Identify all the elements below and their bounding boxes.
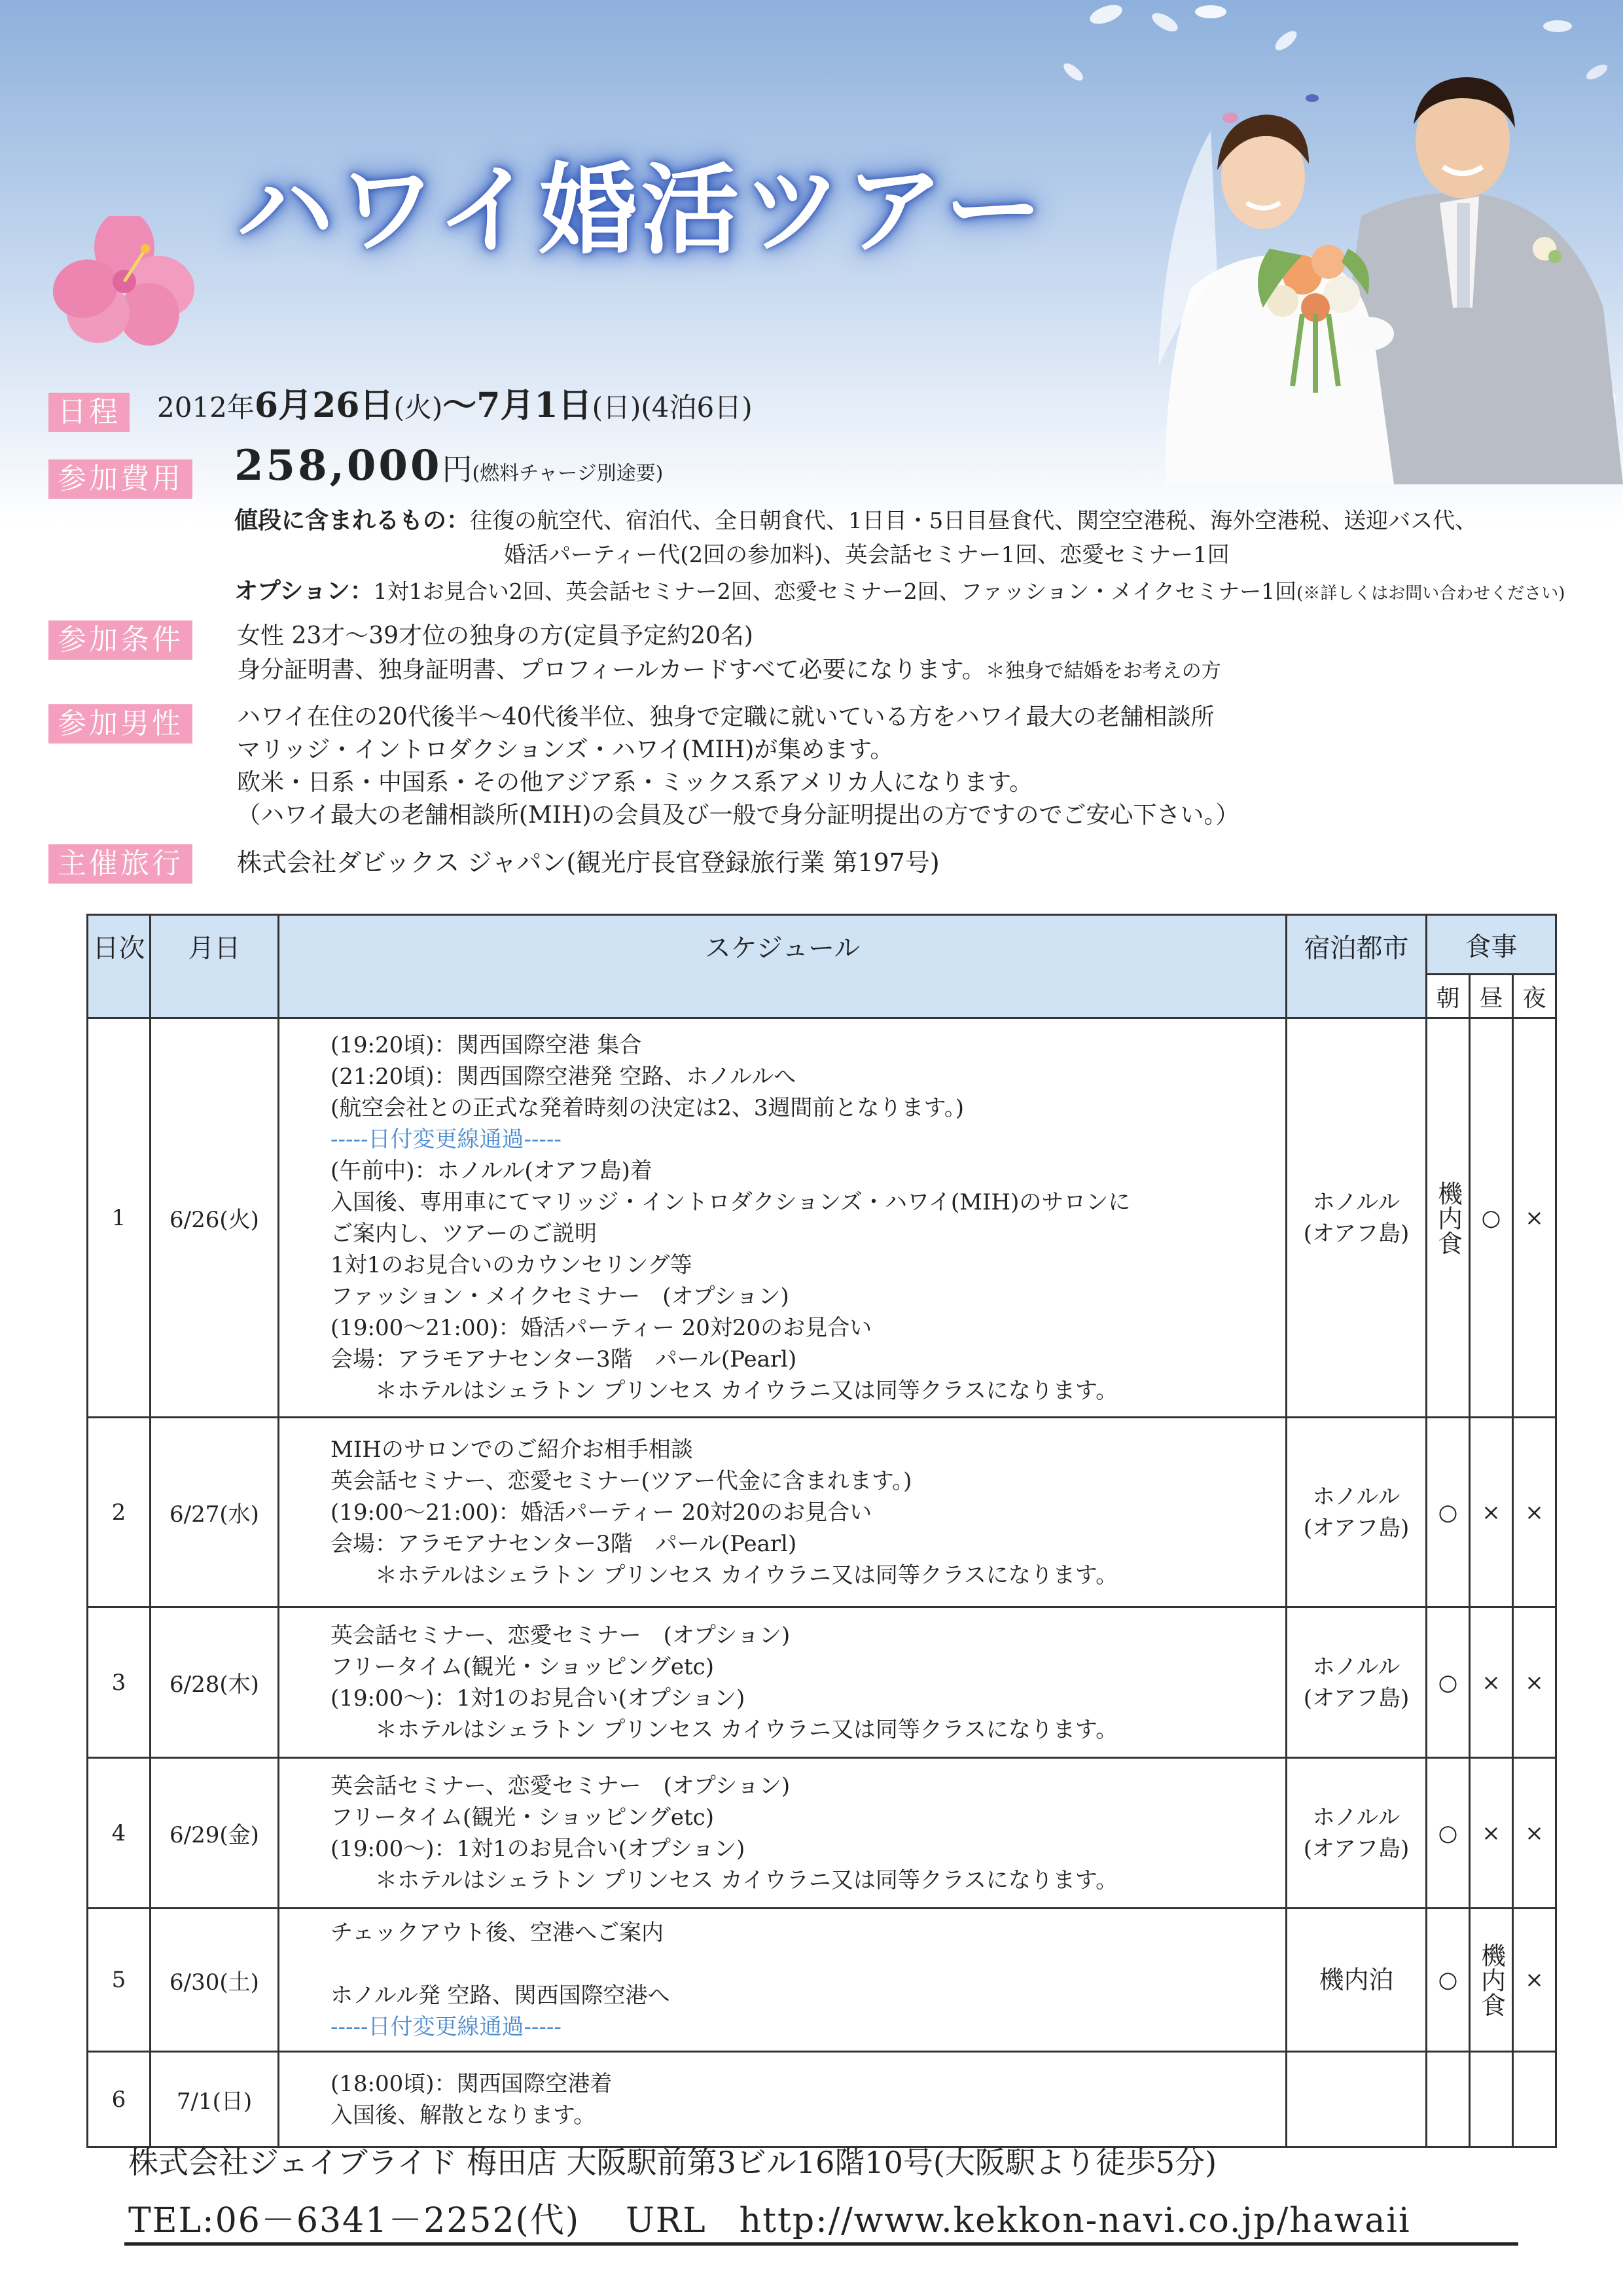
schedule-line: ご案内し、ツアーのご説明 <box>330 1220 597 1247</box>
table-row <box>88 1018 1556 1418</box>
schedule-line: ＊ホテルはシェラトン プリンセス カイウラニ又は同等クラスになります。 <box>330 1562 1118 1588</box>
schedule-line: ＊ホテルはシェラトン プリンセス カイウラニ又は同等クラスになります。 <box>330 1716 1118 1743</box>
table-row <box>88 1909 1556 2052</box>
meal-lunch: × <box>1470 1758 1513 1909</box>
conditions-line-2 <box>237 653 1221 687</box>
schedule-line: 英会話セミナー、恋愛セミナー (オプション) <box>330 1622 791 1649</box>
schedule-line: (19:20頃)：関西国際空港 集合 <box>330 1031 642 1058</box>
row-city <box>1287 1018 1427 1418</box>
option-note: (※詳しくはお問い合わせください) <box>1296 584 1565 603</box>
row-schedule <box>279 2052 1287 2147</box>
included-text-2: 婚活パーティー代(2回の参加料)、英会話セミナー1回、恋愛セミナー1回 <box>504 542 1230 568</box>
table-row <box>88 1607 1556 1758</box>
schedule-line: (午前中)：ホノルル(オアフ島)着 <box>330 1157 652 1184</box>
schedule-line: (19:00～)：1対1のお見合い(オプション) <box>330 1685 745 1712</box>
row-city <box>1287 1607 1427 1758</box>
table-row <box>88 1418 1556 1607</box>
header-day: 日次 <box>88 915 151 1018</box>
schedule-line: フリータイム(観光・ショッピングetc) <box>330 1653 714 1680</box>
meal-lunch: 機内食 <box>1470 1909 1513 2052</box>
row-date: 6/27(水) <box>151 1418 279 1607</box>
men-line-4: （ハワイ最大の老舗相談所(MIH)の会員及び一般で身分証明提出の方ですのでご安心下さい。） <box>237 802 1240 829</box>
meal-lunch <box>1470 2052 1513 2147</box>
city-island: (オアフ島) <box>1303 1835 1410 1862</box>
included-text-1: 往復の航空代、宿泊代、全日朝食代、1日目・5日目昼食代、関空空港税、海外空港税、送迎バス代、 <box>470 508 1478 534</box>
schedule-line: フリータイム(観光・ショッピングetc) <box>330 1804 714 1831</box>
label-men: 参加男性 <box>48 704 192 744</box>
footer-url-label: URL <box>626 2201 707 2240</box>
schedule-line: (21:20頃)：関西国際空港発 空路、ホノルルへ <box>330 1063 796 1090</box>
schedule-line: (19:00～21:00)：婚活パーティー 20対20のお見合い <box>330 1314 872 1341</box>
row-schedule <box>279 1909 1287 2052</box>
header-lunch: 昼 <box>1470 975 1513 1018</box>
schedule-line: (19:00～21:00)：婚活パーティー 20対20のお見合い <box>330 1499 872 1526</box>
option-text: 1対1お見合い2回、英会話セミナー2回、恋愛セミナー2回、ファッション・メイクセミナー1回 <box>373 579 1297 604</box>
schedule-line: 会場：アラモアナセンター3階 パール(Pearl) <box>330 1530 797 1557</box>
table-header-row <box>88 915 1556 975</box>
city-name: ホノルル <box>1312 1483 1400 1510</box>
header-schedule: スケジュール <box>279 915 1287 1018</box>
meal-dinner: × <box>1513 1018 1556 1418</box>
schedule-line: 入国後、解散となります。 <box>330 2102 596 2128</box>
row-schedule <box>279 1018 1287 1418</box>
header-meals: 食事 <box>1427 915 1556 975</box>
hibiscus-icon <box>39 216 209 347</box>
city-name: ホノルル <box>1312 1804 1400 1831</box>
row-city <box>1287 2052 1427 2147</box>
schedule-line: 1対1のお見合いのカウンセリング等 <box>330 1251 692 1278</box>
row-date: 6/26(火) <box>151 1018 279 1418</box>
city-island: (オアフ島) <box>1303 1220 1410 1247</box>
organizer-text: 株式会社ダビックス ジャパン(観光庁長官登録旅行業 第197号) <box>237 848 940 877</box>
date-tilde: ～ <box>442 386 477 425</box>
label-schedule: 日程 <box>48 393 130 432</box>
city-name: ホノルル <box>1312 1189 1400 1215</box>
table-row <box>88 1758 1556 1909</box>
schedule-line: ＊ホテルはシェラトン プリンセス カイウラニ又は同等クラスになります。 <box>330 1867 1118 1893</box>
city-island: (オアフ島) <box>1303 1515 1410 1541</box>
meal-breakfast: ○ <box>1427 1607 1470 1758</box>
schedule-line: ＊ホテルはシェラトン プリンセス カイウラニ又は同等クラスになります。 <box>330 1377 1118 1404</box>
label-conditions: 参加条件 <box>48 620 192 660</box>
date-duration: (4泊6日) <box>641 391 753 423</box>
meal-dinner: × <box>1513 1909 1556 2052</box>
city-island: (オアフ島) <box>1303 1685 1410 1712</box>
footer-tel: TEL:06－6341－2252(代) <box>128 2201 580 2240</box>
row-city <box>1287 1758 1427 1909</box>
row-day: 4 <box>88 1758 151 1909</box>
schedule-line: (18:00頃)：関西国際空港着 <box>330 2070 613 2097</box>
row-day: 3 <box>88 1607 151 1758</box>
schedule-line: ファッション・メイクセミナー (オプション) <box>330 1283 789 1310</box>
meal-breakfast <box>1427 2052 1470 2147</box>
footer-contact <box>128 2193 1411 2242</box>
meal-lunch: × <box>1470 1607 1513 1758</box>
city-name: ホノルル <box>1312 1653 1400 1680</box>
row-date: 6/29(金) <box>151 1758 279 1909</box>
row-schedule <box>279 1758 1287 1909</box>
date-end-dow: (日) <box>592 391 641 423</box>
schedule-table <box>86 914 1557 2148</box>
footer-divider <box>124 2242 1518 2246</box>
date-year: 2012年 <box>157 391 255 423</box>
schedule-line: MIHのサロンでのご紹介お相手相談 <box>330 1436 693 1463</box>
meal-breakfast: 機内食 <box>1427 1018 1470 1418</box>
date-end: 7月1日 <box>476 386 592 425</box>
row-date: 6/30(土) <box>151 1909 279 2052</box>
row-day: 5 <box>88 1909 151 2052</box>
schedule-line: ホノルル発 空路、関西国際空港へ <box>330 1982 670 2009</box>
date-start-dow: (火) <box>393 391 443 423</box>
row-date: 6/28(木) <box>151 1607 279 1758</box>
schedule-line: (19:00～)：1対1のお見合い(オプション) <box>330 1835 745 1862</box>
meal-dinner: × <box>1513 1758 1556 1909</box>
header-breakfast: 朝 <box>1427 975 1470 1018</box>
meal-dinner: × <box>1513 1418 1556 1607</box>
label-organizer: 主催旅行 <box>48 844 192 884</box>
row-schedule <box>279 1607 1287 1758</box>
conditions-line-1: 女性 23才～39才位の独身の方(定員予定約20名) <box>237 622 753 649</box>
meal-lunch: × <box>1470 1418 1513 1607</box>
footer-url[interactable]: http://www.kekkon-navi.co.jp/hawaii <box>739 2201 1411 2240</box>
fee-note: (燃料チャージ別途要) <box>472 462 664 485</box>
meal-breakfast: ○ <box>1427 1418 1470 1607</box>
schedule-line: 英会話セミナー、恋愛セミナー(ツアー代金に含まれます。) <box>330 1467 912 1494</box>
date-start: 6月26日 <box>254 386 394 425</box>
included-line-1 <box>234 504 1477 537</box>
schedule-line: 会場：アラモアナセンター3階 パール(Pearl) <box>330 1346 797 1372</box>
schedule-line <box>330 1948 1285 1980</box>
option-label: オプション： <box>234 578 374 605</box>
row-date: 7/1(日) <box>151 2052 279 2147</box>
meal-lunch: ○ <box>1470 1018 1513 1418</box>
meal-breakfast: ○ <box>1427 1758 1470 1909</box>
fee-price-line <box>234 441 664 490</box>
included-label: 値段に含まれるもの： <box>234 507 471 534</box>
meal-dinner <box>1513 2052 1556 2147</box>
meal-breakfast: ○ <box>1427 1909 1470 2052</box>
tour-dates <box>157 386 753 425</box>
men-line-3: 欧米・日系・中国系・その他アジア系・ミックス系アメリカ人になります。 <box>237 769 1033 796</box>
label-fee: 参加費用 <box>48 459 192 499</box>
schedule-line: チェックアウト後、空港へご案内 <box>330 1920 664 1946</box>
dateline-note: -----日付変更線通過----- <box>330 2014 562 2040</box>
dateline-note: -----日付変更線通過----- <box>330 1126 562 1153</box>
fee-unit: 円 <box>442 452 473 487</box>
conditions-note: ＊独身で結婚をお考えの方 <box>985 660 1221 683</box>
footer-address: 株式会社ジェイブライド 梅田店 大阪駅前第3ビル16階10号(大阪駅より徒歩5分) <box>128 2145 1217 2180</box>
men-line-1: ハワイ在住の20代後半～40代後半位、独身で定職に就いている方をハワイ最大の老舗相談所 <box>237 704 1215 730</box>
row-city <box>1287 1418 1427 1607</box>
conditions-text-2: 身分証明書、独身証明書、プロフィールカードすべて必要になります。 <box>237 656 986 683</box>
men-line-2: マリッジ・イントロダクションズ・ハワイ(MIH)が集めます。 <box>237 736 894 763</box>
header-dinner: 夜 <box>1513 975 1556 1018</box>
meal-dinner: × <box>1513 1607 1556 1758</box>
wedding-couple-illustration <box>1086 0 1623 484</box>
row-schedule <box>279 1418 1287 1607</box>
row-day: 1 <box>88 1018 151 1418</box>
header-city: 宿泊都市 <box>1287 915 1427 1018</box>
row-day: 2 <box>88 1418 151 1607</box>
fee-price: 258,000 <box>234 441 442 490</box>
page-title: ハワイ婚活ツアー <box>236 154 1047 268</box>
schedule-line: (航空会社との正式な発着時刻の決定は2、3週間前となります。) <box>330 1094 965 1121</box>
schedule-line: 英会話セミナー、恋愛セミナー (オプション) <box>330 1772 791 1799</box>
city-name: 機内泊 <box>1319 1965 1394 1994</box>
schedule-line: 入国後、専用車にてマリッジ・イントロダクションズ・ハワイ(MIH)のサロンに <box>330 1189 1131 1215</box>
header-date: 月日 <box>151 915 279 1018</box>
row-day: 6 <box>88 2052 151 2147</box>
table-row <box>88 2052 1556 2147</box>
option-line <box>234 575 1565 609</box>
row-city <box>1287 1909 1427 2052</box>
